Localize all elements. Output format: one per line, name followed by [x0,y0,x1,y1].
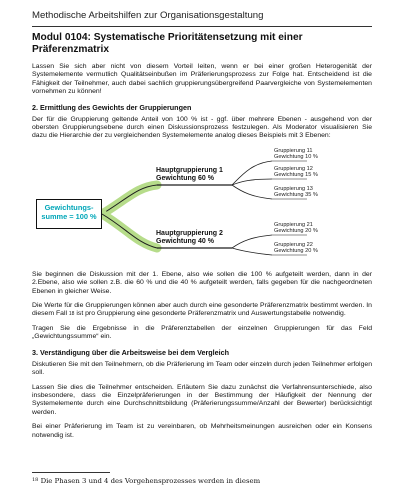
section3-paragraph-1: Diskutieren Sie mit den Teilnehmern, ob die Präferierung im Team oder einzeln durch jeden Teilnehmer erfolgen soll. [32,360,372,377]
section2-heading: 2. Ermittlung des Gewichts der Gruppierungen [32,102,192,112]
module-title: Modul 0104: Systematische Prioritätensetzung mit einer Präferenzmatrix [32,32,303,55]
subgroup-12 [274,166,318,179]
header-rule [32,26,372,27]
subgroup-21-weight: Gewichtung 20 % [274,228,318,235]
footnote [32,477,260,485]
section3-paragraph-2: Lassen Sie dies die Teilnehmer entscheiden. Erläutern Sie dazu zunächst die Verfahrensunterschiede, also insbesondere, dass die Einzelpräferierungen in der Bestimmung der Häufigkeit der Nennung der Systemelemente durch eine Durchschnittsbildung (Präferierungssumme/Anzahl der Bewerter) berücksichtigt werden. [32,383,372,416]
section3-heading: 3. Verständigung über die Arbeitsweise bei dem Vergleich [32,347,230,357]
footnote-rule [32,472,110,473]
subgroup-22-weight: Gewichtung 20 % [274,248,318,255]
subgroup-13 [274,186,318,199]
subgroup-11 [274,148,318,161]
running-header: Methodische Arbeitshilfen zur Organisationsgestaltung [32,10,264,21]
main-group-2-weight: Gewichtung 40 % [156,238,214,246]
discussion-paragraph: Sie beginnen die Diskussion mit der 1. Ebene, also wie sollen die 100 % aufgeteilt werden, dann in der 2.Ebene, also wie sollen z.B. die 60 % und die 40 % aufgeteilt werden, falls gegeben für die nachgeordneten Ebenen in gleicher Weise. [32,270,372,295]
section2-paragraph: Der für die Gruppierung geltende Anteil von 100 % ist - ggf. über mehrere Ebenen - ausgehend von der obersten Gruppierungsebene durch einen Diskussionsprozess festzulegen. Als Moderator visualisieren Sie dazu die Hierarchie der zu vergleichenden Systemelemente analog dieses Beispiels mit 3 Ebenen: [32,115,372,140]
hierarchy-diagram [32,147,372,265]
subgroup-13-weight: Gewichtung 35 % [274,192,318,199]
main-group-1-name: Hauptgruppierung 1 [156,166,223,174]
subgroup-13-name: Gruppierung 13 [274,185,313,192]
subgroup-21-name: Gruppierung 21 [274,221,313,228]
weights-paragraph-part1: Die Werte für die Gruppierungen können aber auch durch eine gesonderte Präferenzmatrix bestimmt werden. In diesem Fall [32,302,372,318]
main-group-1-weight: Gewichtung 60 % [156,175,214,183]
subgroup-11-weight: Gewichtung 10 % [274,154,318,161]
document-page [32,10,372,446]
main-group-2 [156,230,223,247]
subgroup-12-weight: Gewichtung 15 % [274,172,318,179]
subgroup-22 [274,242,318,255]
footnote-reference[interactable]: 18 [68,311,75,318]
weight-sum-box: Gewichtungs-summe = 100 % [36,199,102,229]
weights-paragraph-part2: ist pro Gruppierung eine gesonderte Präferenzmatrix und Auswertungstabelle notwendig. [76,310,346,318]
footnote-text: Die Phasen 3 und 4 des Vorgehensprozesses werden in diesem [40,477,261,485]
main-group-2-name: Hauptgruppierung 2 [156,229,223,237]
subgroup-11-name: Gruppierung 11 [274,147,313,154]
section3-paragraph-3: Bei einer Präferierung im Team ist zu vereinbaren, ob Mehrheitsmeinungen ausreichen oder ein Konsens notwendig ist. [32,423,372,439]
subgroup-12-name: Gruppierung 12 [274,165,313,172]
results-paragraph: Tragen Sie die Ergebnisse in die Präferenztabellen der einzelnen Gruppierungen für das Feld „Gewichtungssumme“ ein. [32,324,372,341]
intro-paragraph: Lassen Sie sich aber nicht von diesem Vorteil leiten, wenn er bei einer großen Heterogenität der Systemelemente vermutlich Qualitätseinbußen im Präferierungsprozess zur Folge hat. Entscheidend ist die Fähigkeit der Teilnehmer, auch dabei sachlich gruppierungsübergreifend Paarvergleiche von Systemelementen vornehmen zu können! [32,63,372,96]
subgroup-22-name: Gruppierung 22 [274,241,313,248]
main-group-1 [156,167,223,184]
weights-paragraph [32,302,372,319]
footnote-number: 18 [32,477,39,483]
subgroup-21 [274,222,318,235]
